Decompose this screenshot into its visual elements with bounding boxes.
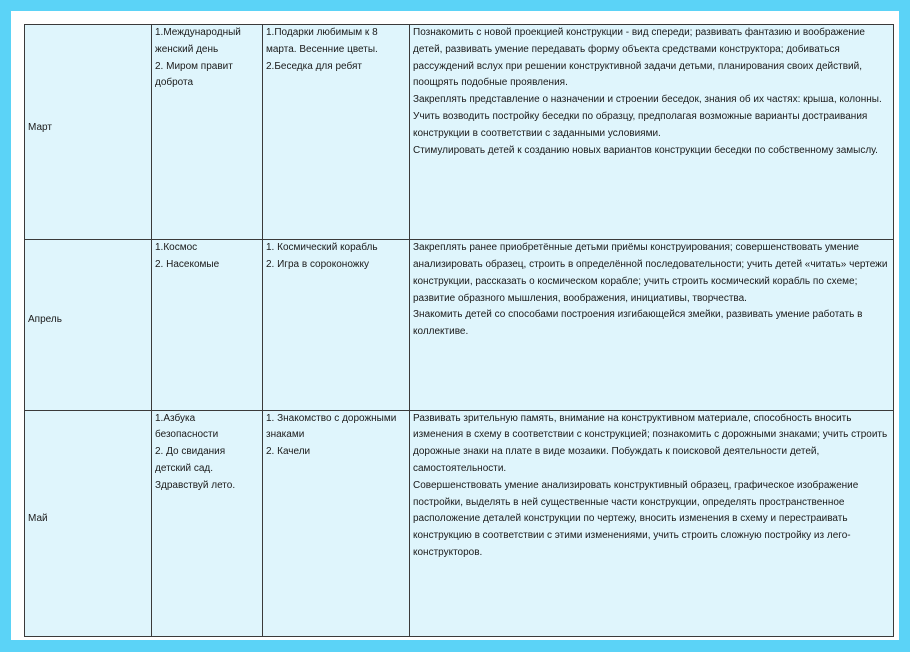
table-row: [25, 25, 894, 240]
constructions-cell: [263, 25, 410, 240]
construction-item: 1. Космический корабль: [266, 242, 378, 254]
theme-item: 1.Азбука безопасности: [155, 412, 219, 441]
constructions-cell: [263, 240, 410, 410]
goal-paragraph: Познакомить с новой проекцией конструкции - вид спереди; развивать фантазию и воображение детей, развивать умение передавать форму объекта средствами конструктора; добиваться рассуждений вслух при решении конструктивной задачи детьми, планирования своих действий, поощрять подобные проявления.: [413, 27, 865, 89]
goals-cell: [410, 410, 894, 636]
month-cell: Март: [25, 25, 152, 240]
goals-cell: [410, 240, 894, 410]
constructions-cell: [263, 410, 410, 636]
theme-item: 1.Космос: [155, 242, 198, 254]
themes-cell: [152, 25, 263, 240]
goal-paragraph: Стимулировать детей к созданию новых вариантов конструкции беседки по собственному замыслу.: [413, 144, 878, 156]
table-row: [25, 240, 894, 410]
goal-paragraph: Развивать зрительную память, внимание на конструктивном материале, способность вносить изменения в схему в соответствии с конструкцией; познакомить с дорожными знаками; учить строить дорожные знаки на плате в виде мозаики. Побуждать к поисковой деятельности детей, самостоятельности.: [413, 412, 888, 474]
table-row: [25, 410, 894, 636]
construction-item: 2.Беседка для ребят: [266, 60, 362, 72]
construction-item: 2. Игра в сороконожку: [266, 259, 369, 271]
theme-item: 2. До свидания детский сад. Здравствуй лето.: [155, 446, 236, 491]
goal-paragraph: Закреплять представление о назначении и строении беседок, знания об их частях: крыша, колонны. Учить возводить постройку беседки по образцу, предполагая возможные варианты достраивания конструкции в соответствии с заданными условиями.: [413, 94, 882, 139]
goal-paragraph: Знакомить детей со способами построения изгибающейся змейки, развивать умение работать в коллективе.: [413, 309, 863, 338]
themes-cell: [152, 410, 263, 636]
month-cell: Май: [25, 410, 152, 636]
theme-item: 1.Международный женский день: [155, 27, 241, 55]
goal-paragraph: Закреплять ранее приобретённые детьми приёмы конструирования; совершенствовать умение анализировать образец, строить в определённой последовательности; учить детей «читать» чертежи конструкции, рассказать о космическом корабле; учить строить космический корабль по схеме; развитие образного мышления, воображения, инициативы, творчества.: [413, 242, 888, 304]
month-cell: Апрель: [25, 240, 152, 410]
theme-item: 2. Насекомые: [155, 259, 220, 271]
goal-paragraph: Совершенствовать умение анализировать конструктивный образец, графическое изображение постройки, выделять в ней существенные части конструкции, определять пространственное расположение деталей конструкции по чертежу, вносить изменения в схему и перестраивать конструкцию в соответствии с этими изменениями, учить строить сложную постройку из лего-конструкторов.: [413, 479, 859, 558]
themes-cell: [152, 240, 263, 410]
construction-item: 2. Качели: [266, 446, 311, 458]
construction-item: 1.Подарки любимым к 8 марта. Весенние цветы.: [266, 27, 378, 55]
goals-cell: [410, 25, 894, 240]
theme-item: 2. Миром правит доброта: [155, 60, 233, 89]
plan-table: [24, 24, 894, 637]
construction-item: 1. Знакомство с дорожными знаками: [266, 412, 397, 441]
document-page: [11, 11, 899, 640]
